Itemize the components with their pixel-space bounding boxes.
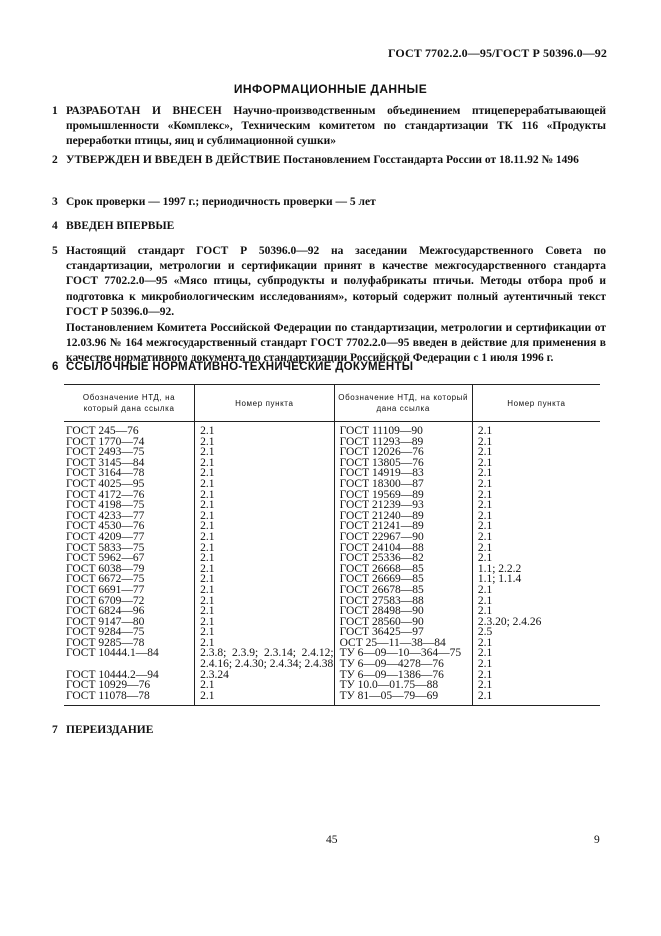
item-5 — [52, 244, 606, 367]
item-text: УТВЕРЖДЕН И ВВЕДЕН В ДЕЙСТВИЕ Постановлением Госстандарта России от 18.11.92 № 1496 — [66, 154, 579, 166]
page-number: 45 — [326, 834, 338, 846]
item-4 — [52, 219, 606, 234]
column-header: Обозначение НТД, на который дана ссылка — [64, 385, 195, 422]
item-text: ВВЕДЕН ВПЕРВЫЕ — [66, 220, 175, 232]
item-number: 1 — [52, 105, 58, 117]
table-header-row — [64, 385, 600, 422]
section-title: ИНФОРМАЦИОННЫЕ ДАННЫЕ — [233, 82, 428, 96]
right-document-list: ГОСТ 11109—90 ГОСТ 11293—89 ГОСТ 12026—76 ГОСТ 13805—76 ГОСТ 14919—83 ГОСТ 18300—87 ГОСТ 19569—89 ГОСТ 21239—93 ГОСТ 21240—89 ГОСТ 21241—89 ГОСТ 22967—90 ГОСТ 24104—88 ГОСТ 25336—82 ГОСТ 26668—85 ГОСТ 26669—85 ГОСТ 26678—85 ГОСТ 27583—88 ГОСТ 28498—90 ГОСТ 28560—90 ГОСТ 36425—97 ОСТ 25—11—38—84 ТУ 6—09—10—364—75 ТУ 6—09—4278—76 ТУ 6—09—1386—76 ТУ 10.0—01.75—88 ТУ 81—05—79—69 — [334, 422, 472, 706]
item-3 — [52, 195, 606, 210]
left-document-list: ГОСТ 245—76 ГОСТ 1770—74 ГОСТ 2493—75 ГОСТ 3145—84 ГОСТ 3164—78 ГОСТ 4025—95 ГОСТ 4172—76 ГОСТ 4198—75 ГОСТ 4233—77 ГОСТ 4530—76 ГОСТ 4209—77 ГОСТ 5833—75 ГОСТ 5962—67 ГОСТ 6038—79 ГОСТ 6672—75 ГОСТ 6691—77 ГОСТ 6709—72 ГОСТ 6824—96 ГОСТ 9147—80 ГОСТ 9284—75 ГОСТ 9285—78 ГОСТ 10444.1—84 ГОСТ 10444.2—94 ГОСТ 10929—76 ГОСТ 11078—78 — [64, 422, 195, 706]
item-text: Срок проверки — 1997 г.; периодичность проверки — 5 лет — [66, 196, 376, 208]
left-clause-list: 2.1 2.1 2.1 2.1 2.1 2.1 2.1 2.1 2.1 2.1 2.1 2.1 2.1 2.1 2.1 2.1 2.1 2.1 2.1 2.1 2.1 2.3.8; 2.3.9; 2.3.14; 2.4.12; 2.4.16; 2.4.30; 2.4.34; 2.4.38 2.3.24 2.1 2.1 — [195, 422, 335, 706]
item-number: 3 — [52, 196, 58, 208]
document-header: ГОСТ 7702.2.0—95/ГОСТ Р 50396.0—92 — [387, 46, 607, 60]
item-text: ПЕРЕИЗДАНИЕ — [66, 724, 154, 736]
item-number: 7 — [52, 724, 58, 736]
column-header: Номер пункта — [195, 385, 335, 422]
item-text: Настоящий стандарт ГОСТ Р 50396.0—92 на заседании Межгосударственного Совета по стандартизации, метрологии и сертификации принят в качестве межгосударственного стандарта ГОСТ 7702.2.0—95 «Мясо птицы, субпродукты и полуфабрикаты птичьи. Методы отбора проб и подготовка к микробиологическим исследованиям», который содержит полный аутентичный текст ГОСТ Р 50396.0—92. — [66, 245, 606, 318]
item-2 — [52, 153, 606, 168]
item-text: РАЗРАБОТАН И ВНЕСЕН Научно-производственным объединением птицеперерабатывающей промышленности «Комплекс», Техническим комитетом по стандартизации ТК 116 «Продукты переработки птицы, яиц и сублимационной сушки» — [66, 105, 606, 148]
item-number: 6 — [52, 361, 59, 373]
item-number: 2 — [52, 154, 58, 166]
sheet-number: 9 — [594, 834, 600, 846]
item-text: ССЫЛОЧНЫЕ НОРМАТИВНО-ТЕХНИЧЕСКИЕ ДОКУМЕНТЫ — [66, 361, 414, 373]
item-text-continued: Постановлением Комитета Российской Федерации по стандартизации, метрологии и сертификации от 12.03.96 № 164 межгосударственный стандарт ГОСТ 7702.2.0—95 введен в действие для применения в качестве нормативного документа по стандартизации Российской Федерации с 1 июля 1996 г. — [66, 322, 606, 365]
right-clause-list: 2.1 2.1 2.1 2.1 2.1 2.1 2.1 2.1 2.1 2.1 2.1 2.1 2.1 1.1; 2.2.2 1.1; 1.1.4 2.1 2.1 2.1 2.3.20; 2.4.26 2.5 2.1 2.1 2.1 2.1 2.1 2.1 — [472, 422, 600, 706]
column-header: Обозначение НТД, на который дана ссылка — [334, 385, 472, 422]
reference-documents-table — [64, 384, 600, 706]
item-6 — [52, 360, 606, 375]
table-row — [64, 422, 600, 706]
item-7 — [52, 723, 606, 738]
column-header: Номер пункта — [472, 385, 600, 422]
item-number: 5 — [52, 245, 58, 257]
item-number: 4 — [52, 220, 58, 232]
item-1 — [52, 104, 606, 150]
